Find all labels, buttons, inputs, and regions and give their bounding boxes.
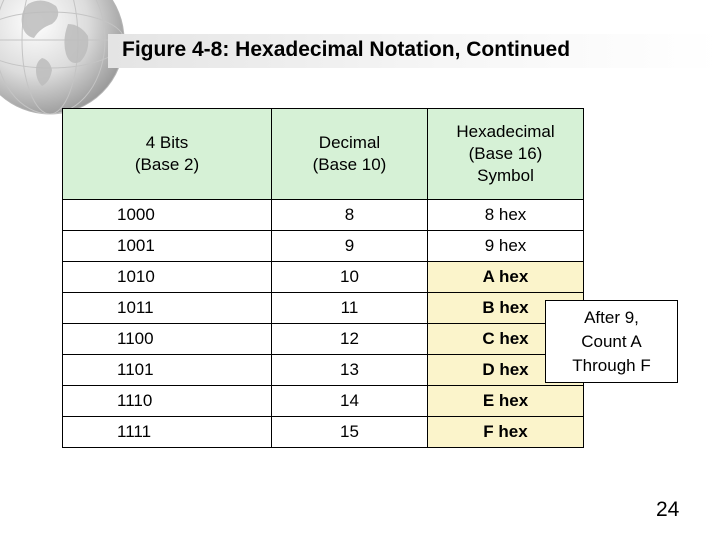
- callout-text: After 9, Count A Through F: [572, 307, 651, 375]
- hex-cell-highlighted: D hex: [428, 355, 584, 386]
- decimal-cell: 8: [272, 200, 428, 231]
- table-row: [63, 355, 584, 386]
- header-hexadecimal: Hexadecimal (Base 16) Symbol: [428, 109, 584, 200]
- header-decimal: Decimal (Base 10): [272, 109, 428, 200]
- decimal-cell: 9: [272, 231, 428, 262]
- table-row: [63, 417, 584, 448]
- bits-cell: 1011: [63, 293, 272, 324]
- decimal-cell: 13: [272, 355, 428, 386]
- bits-cell: 1000: [63, 200, 272, 231]
- decimal-cell: 10: [272, 262, 428, 293]
- decimal-cell: 11: [272, 293, 428, 324]
- bits-cell: 1100: [63, 324, 272, 355]
- slide-title: Figure 4-8: Hexadecimal Notation, Continued: [122, 38, 571, 61]
- hex-cell-highlighted: F hex: [428, 417, 584, 448]
- bits-cell: 1101: [63, 355, 272, 386]
- table-row: [63, 324, 584, 355]
- table-header-row: [63, 109, 584, 200]
- table-row: [63, 262, 584, 293]
- hex-cell-highlighted: B hex: [428, 293, 584, 324]
- hex-cell: 8 hex: [428, 200, 584, 231]
- decimal-cell: 12: [272, 324, 428, 355]
- decimal-cell: 15: [272, 417, 428, 448]
- table-row: [63, 293, 584, 324]
- bits-cell: 1001: [63, 231, 272, 262]
- hex-cell-highlighted: E hex: [428, 386, 584, 417]
- after-9-callout-box: [545, 300, 678, 383]
- table-row: [63, 386, 584, 417]
- bits-cell: 1111: [63, 417, 272, 448]
- hex-cell: 9 hex: [428, 231, 584, 262]
- bits-cell: 1010: [63, 262, 272, 293]
- page-number: 24: [656, 498, 680, 521]
- header-4-bits: 4 Bits (Base 2): [63, 109, 272, 200]
- table-row: [63, 231, 584, 262]
- hex-cell-highlighted: A hex: [428, 262, 584, 293]
- bits-cell: 1110: [63, 386, 272, 417]
- hex-cell-highlighted: C hex: [428, 324, 584, 355]
- table-row: [63, 200, 584, 231]
- decimal-cell: 14: [272, 386, 428, 417]
- hex-notation-table: [62, 108, 584, 448]
